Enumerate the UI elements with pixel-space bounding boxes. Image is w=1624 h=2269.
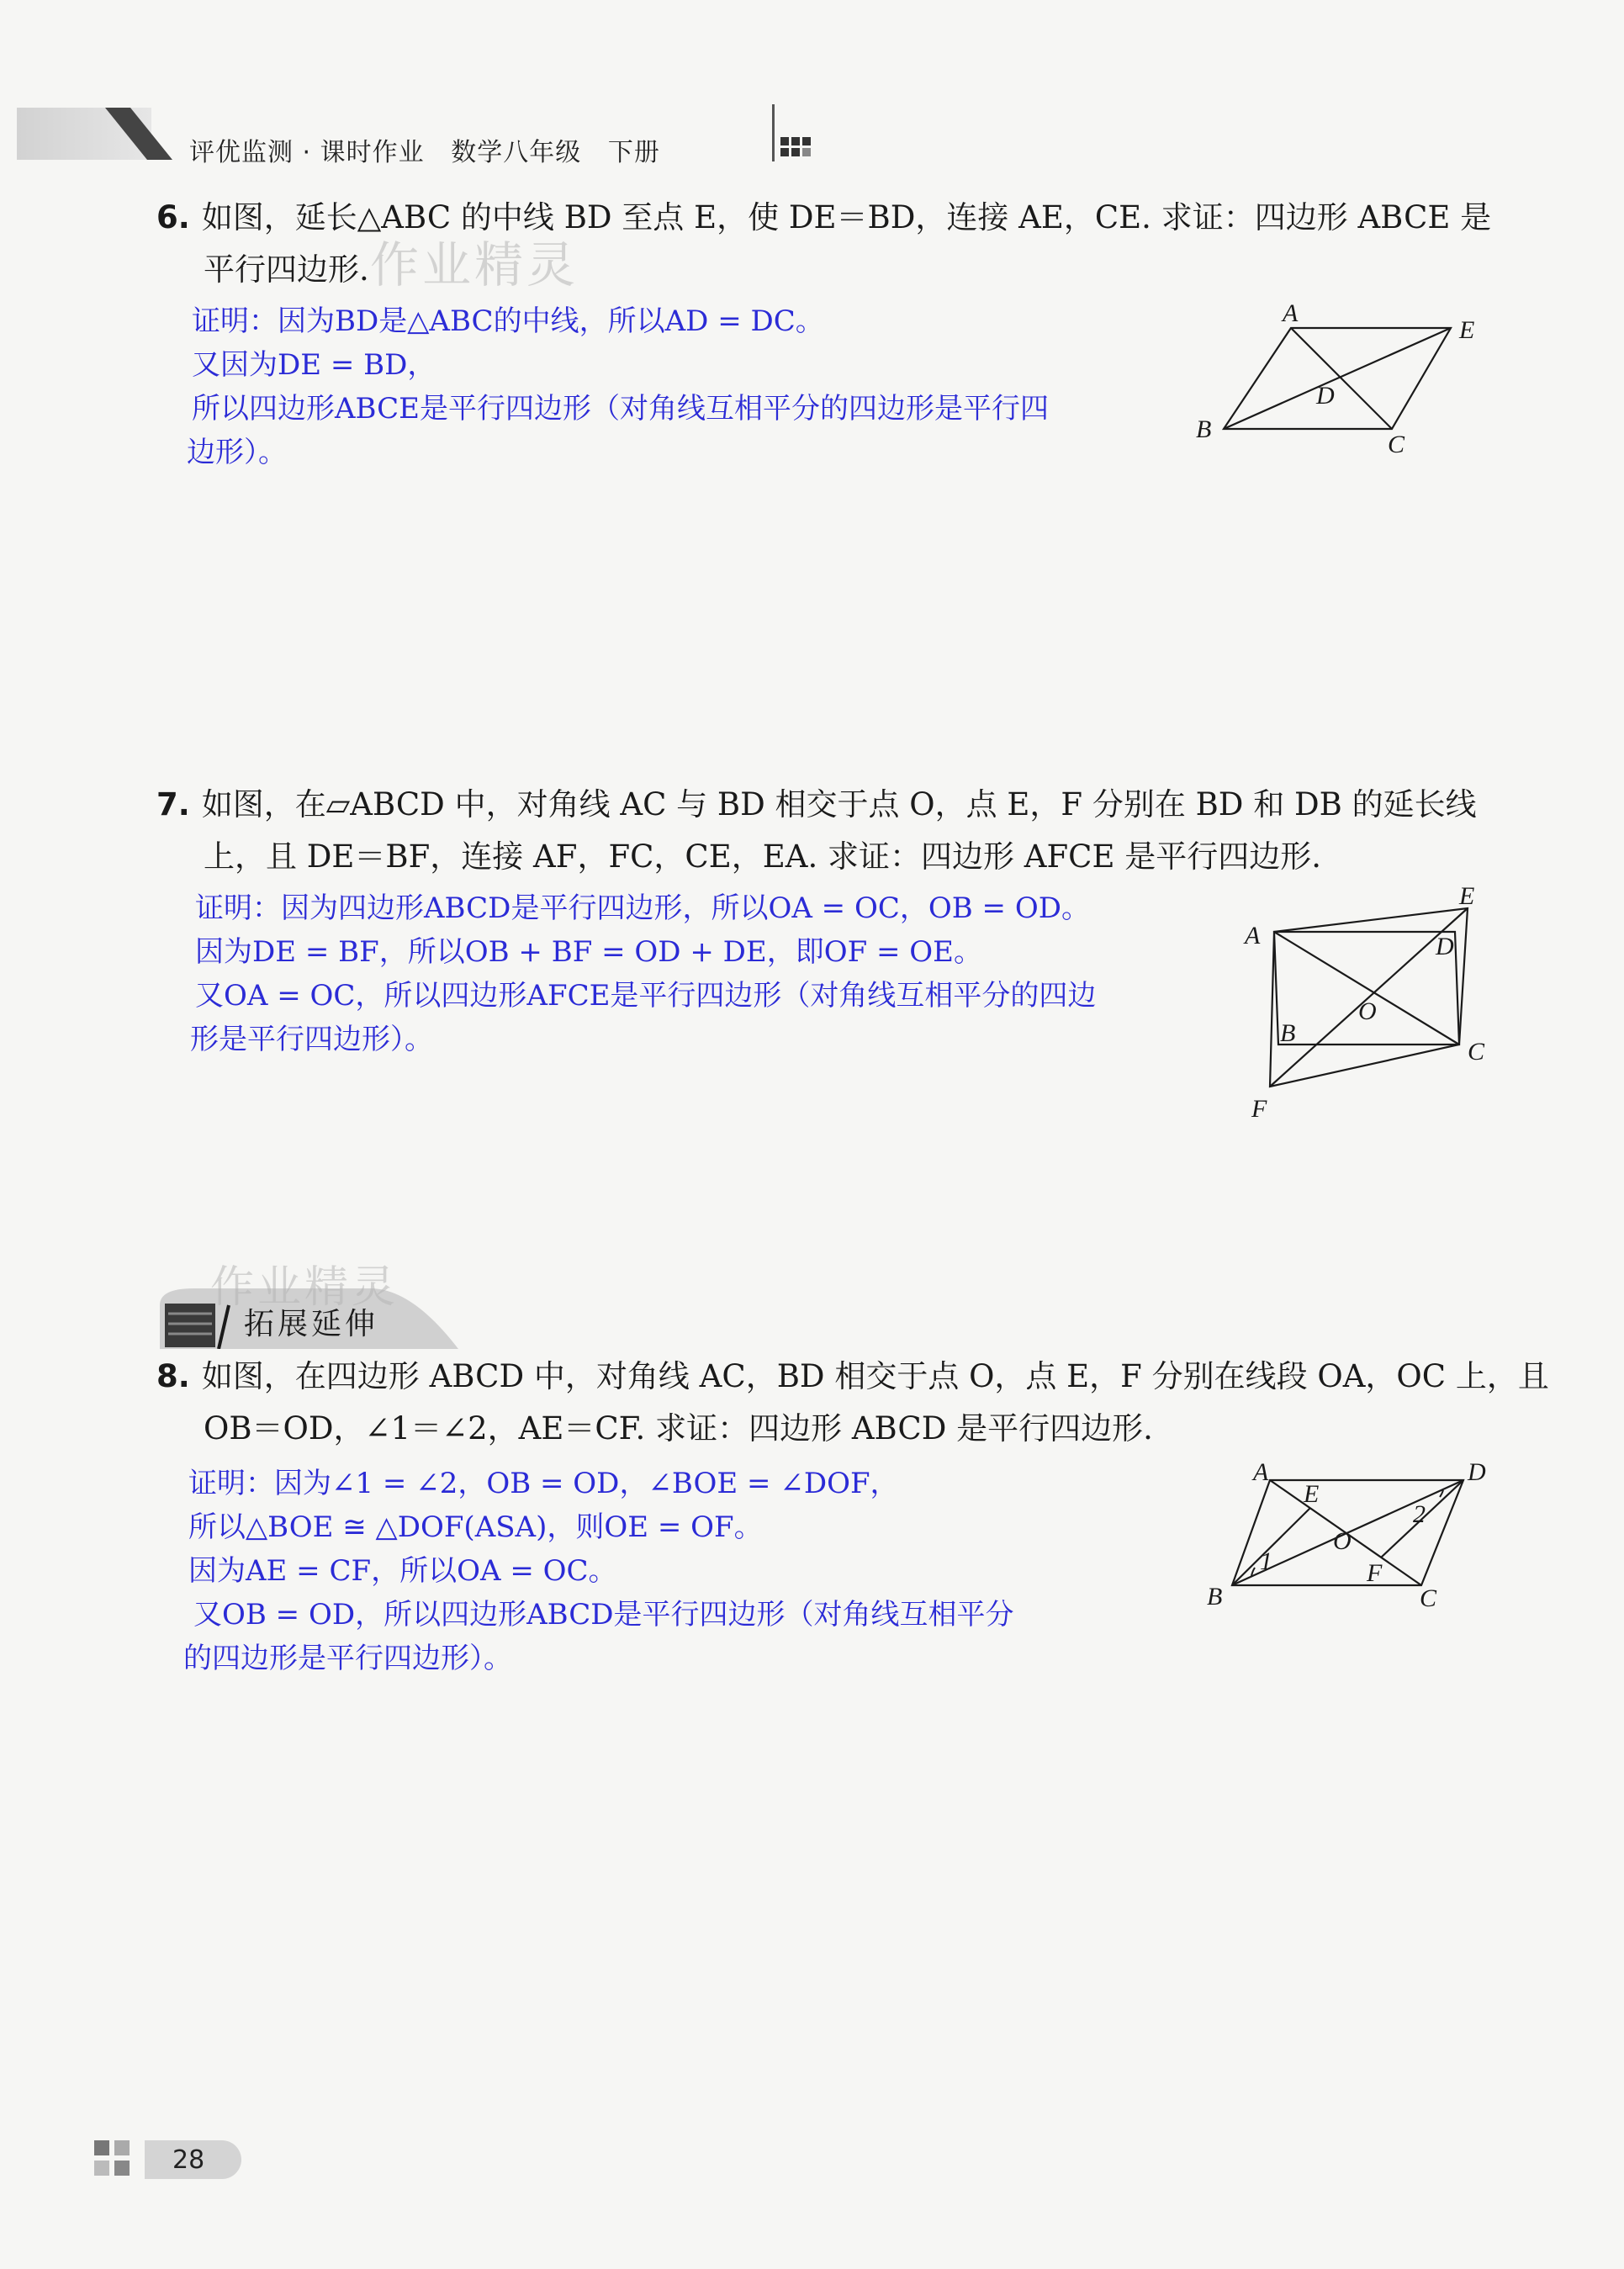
figure-label: B bbox=[1196, 415, 1212, 443]
answer-line: 所以△BOE ≅ △DOF(ASA)，则OE = OF。 bbox=[188, 1510, 763, 1544]
problem-text: 上，且 DE＝BF，连接 AF，FC，CE，EA. 求证：四边形 AFCE 是平行四边形. bbox=[204, 838, 1321, 875]
figure-label: B bbox=[1280, 1019, 1296, 1047]
figure-label: D bbox=[1468, 1458, 1486, 1486]
answer-line: 又OA = OC，所以四边形AFCE是平行四边形（对角线互相平分的四边 bbox=[195, 979, 1097, 1013]
answer-line: 的四边形是平行四边形）。 bbox=[183, 1642, 512, 1675]
problem-text: 如图，延长△ABC 的中线 BD 至点 E，使 DE＝BD，连接 AE，CE. 求证：四边形 ABCE 是 bbox=[201, 199, 1492, 235]
figure-8 bbox=[1194, 1455, 1505, 1623]
answer-line: 证明：因为四边形ABCD是平行四边形，所以OA = OC，OB = OD。 bbox=[195, 891, 1090, 925]
header-slash-decoration bbox=[105, 108, 172, 160]
answer-line: 因为AE = CF，所以OA = OC。 bbox=[188, 1554, 617, 1588]
problem-text: OB＝OD，∠1＝∠2，AE＝CF. 求证：四边形 ABCD 是平行四边形. bbox=[204, 1410, 1153, 1447]
figure-label: D bbox=[1316, 382, 1335, 410]
answer-line: 形是平行四边形）。 bbox=[190, 1023, 433, 1056]
figure-label: 2 bbox=[1413, 1500, 1426, 1528]
problem-number: 7. bbox=[156, 786, 190, 822]
figure-label: C bbox=[1420, 1584, 1437, 1612]
header-divider bbox=[772, 104, 775, 161]
section-title: 拓展延伸 bbox=[244, 1307, 379, 1341]
figure-label: B bbox=[1207, 1583, 1223, 1611]
answer-line: 所以四边形ABCE是平行四边形（对角线互相平分的四边形是平行四 bbox=[192, 392, 1050, 426]
answer-line: 边形）。 bbox=[187, 436, 287, 469]
figure-label: C bbox=[1468, 1038, 1485, 1066]
problem-text: 如图，在四边形 ABCD 中，对角线 AC，BD 相交于点 O，点 E，F 分别在线段 OA，OC 上，且 bbox=[201, 1358, 1549, 1394]
figure-6 bbox=[1186, 303, 1505, 454]
problem-number: 6. bbox=[156, 199, 190, 235]
page-number: 28 bbox=[172, 2145, 205, 2175]
figure-label: E bbox=[1459, 316, 1475, 344]
figure-label: O bbox=[1358, 997, 1377, 1025]
figure-label: F bbox=[1367, 1559, 1383, 1587]
figure-label: F bbox=[1251, 1095, 1267, 1123]
problem-7 bbox=[156, 779, 1502, 883]
figure-label: A bbox=[1245, 922, 1261, 949]
watermark: 作业精灵 bbox=[210, 1262, 399, 1313]
answer-6 bbox=[187, 299, 1050, 474]
figure-label: O bbox=[1333, 1527, 1352, 1555]
figure-label: A bbox=[1283, 303, 1299, 327]
figure-label: E bbox=[1304, 1480, 1320, 1508]
answer-line: 又因为DE = BD， bbox=[192, 348, 436, 382]
problem-8 bbox=[156, 1351, 1549, 1455]
answer-line: 因为DE = BF，所以OB + BF = OD + DE，即OF = OE。 bbox=[195, 935, 982, 969]
figure-label: E bbox=[1459, 883, 1475, 910]
problem-text: 平行四边形. bbox=[204, 251, 369, 288]
figure-7 bbox=[1228, 883, 1514, 1127]
answer-7 bbox=[190, 886, 1097, 1061]
problem-number: 8. bbox=[156, 1358, 190, 1394]
answer-line: 证明：因为BD是△ABC的中线，所以AD = DC。 bbox=[192, 304, 824, 338]
answer-line: 又OB = OD，所以四边形ABCD是平行四边形（对角线互相平分 bbox=[193, 1598, 1014, 1632]
problem-text: 如图，在▱ABCD 中，对角线 AC 与 BD 相交于点 O，点 E，F 分别在 BD 和 DB 的延长线 bbox=[201, 786, 1477, 822]
answer-8 bbox=[183, 1462, 1014, 1680]
header-title: 评优监测 · 课时作业 数学八年级 下册 bbox=[189, 138, 660, 167]
problem-6 bbox=[156, 192, 1502, 296]
watermark: 作业精灵 bbox=[370, 236, 579, 294]
figure-label: C bbox=[1388, 431, 1405, 454]
answer-line: 证明：因为∠1 = ∠2，OB = OD，∠BOE = ∠DOF， bbox=[188, 1467, 899, 1500]
figure-label: 1 bbox=[1260, 1547, 1272, 1575]
figure-label: D bbox=[1436, 933, 1454, 960]
figure-label: A bbox=[1253, 1458, 1269, 1486]
